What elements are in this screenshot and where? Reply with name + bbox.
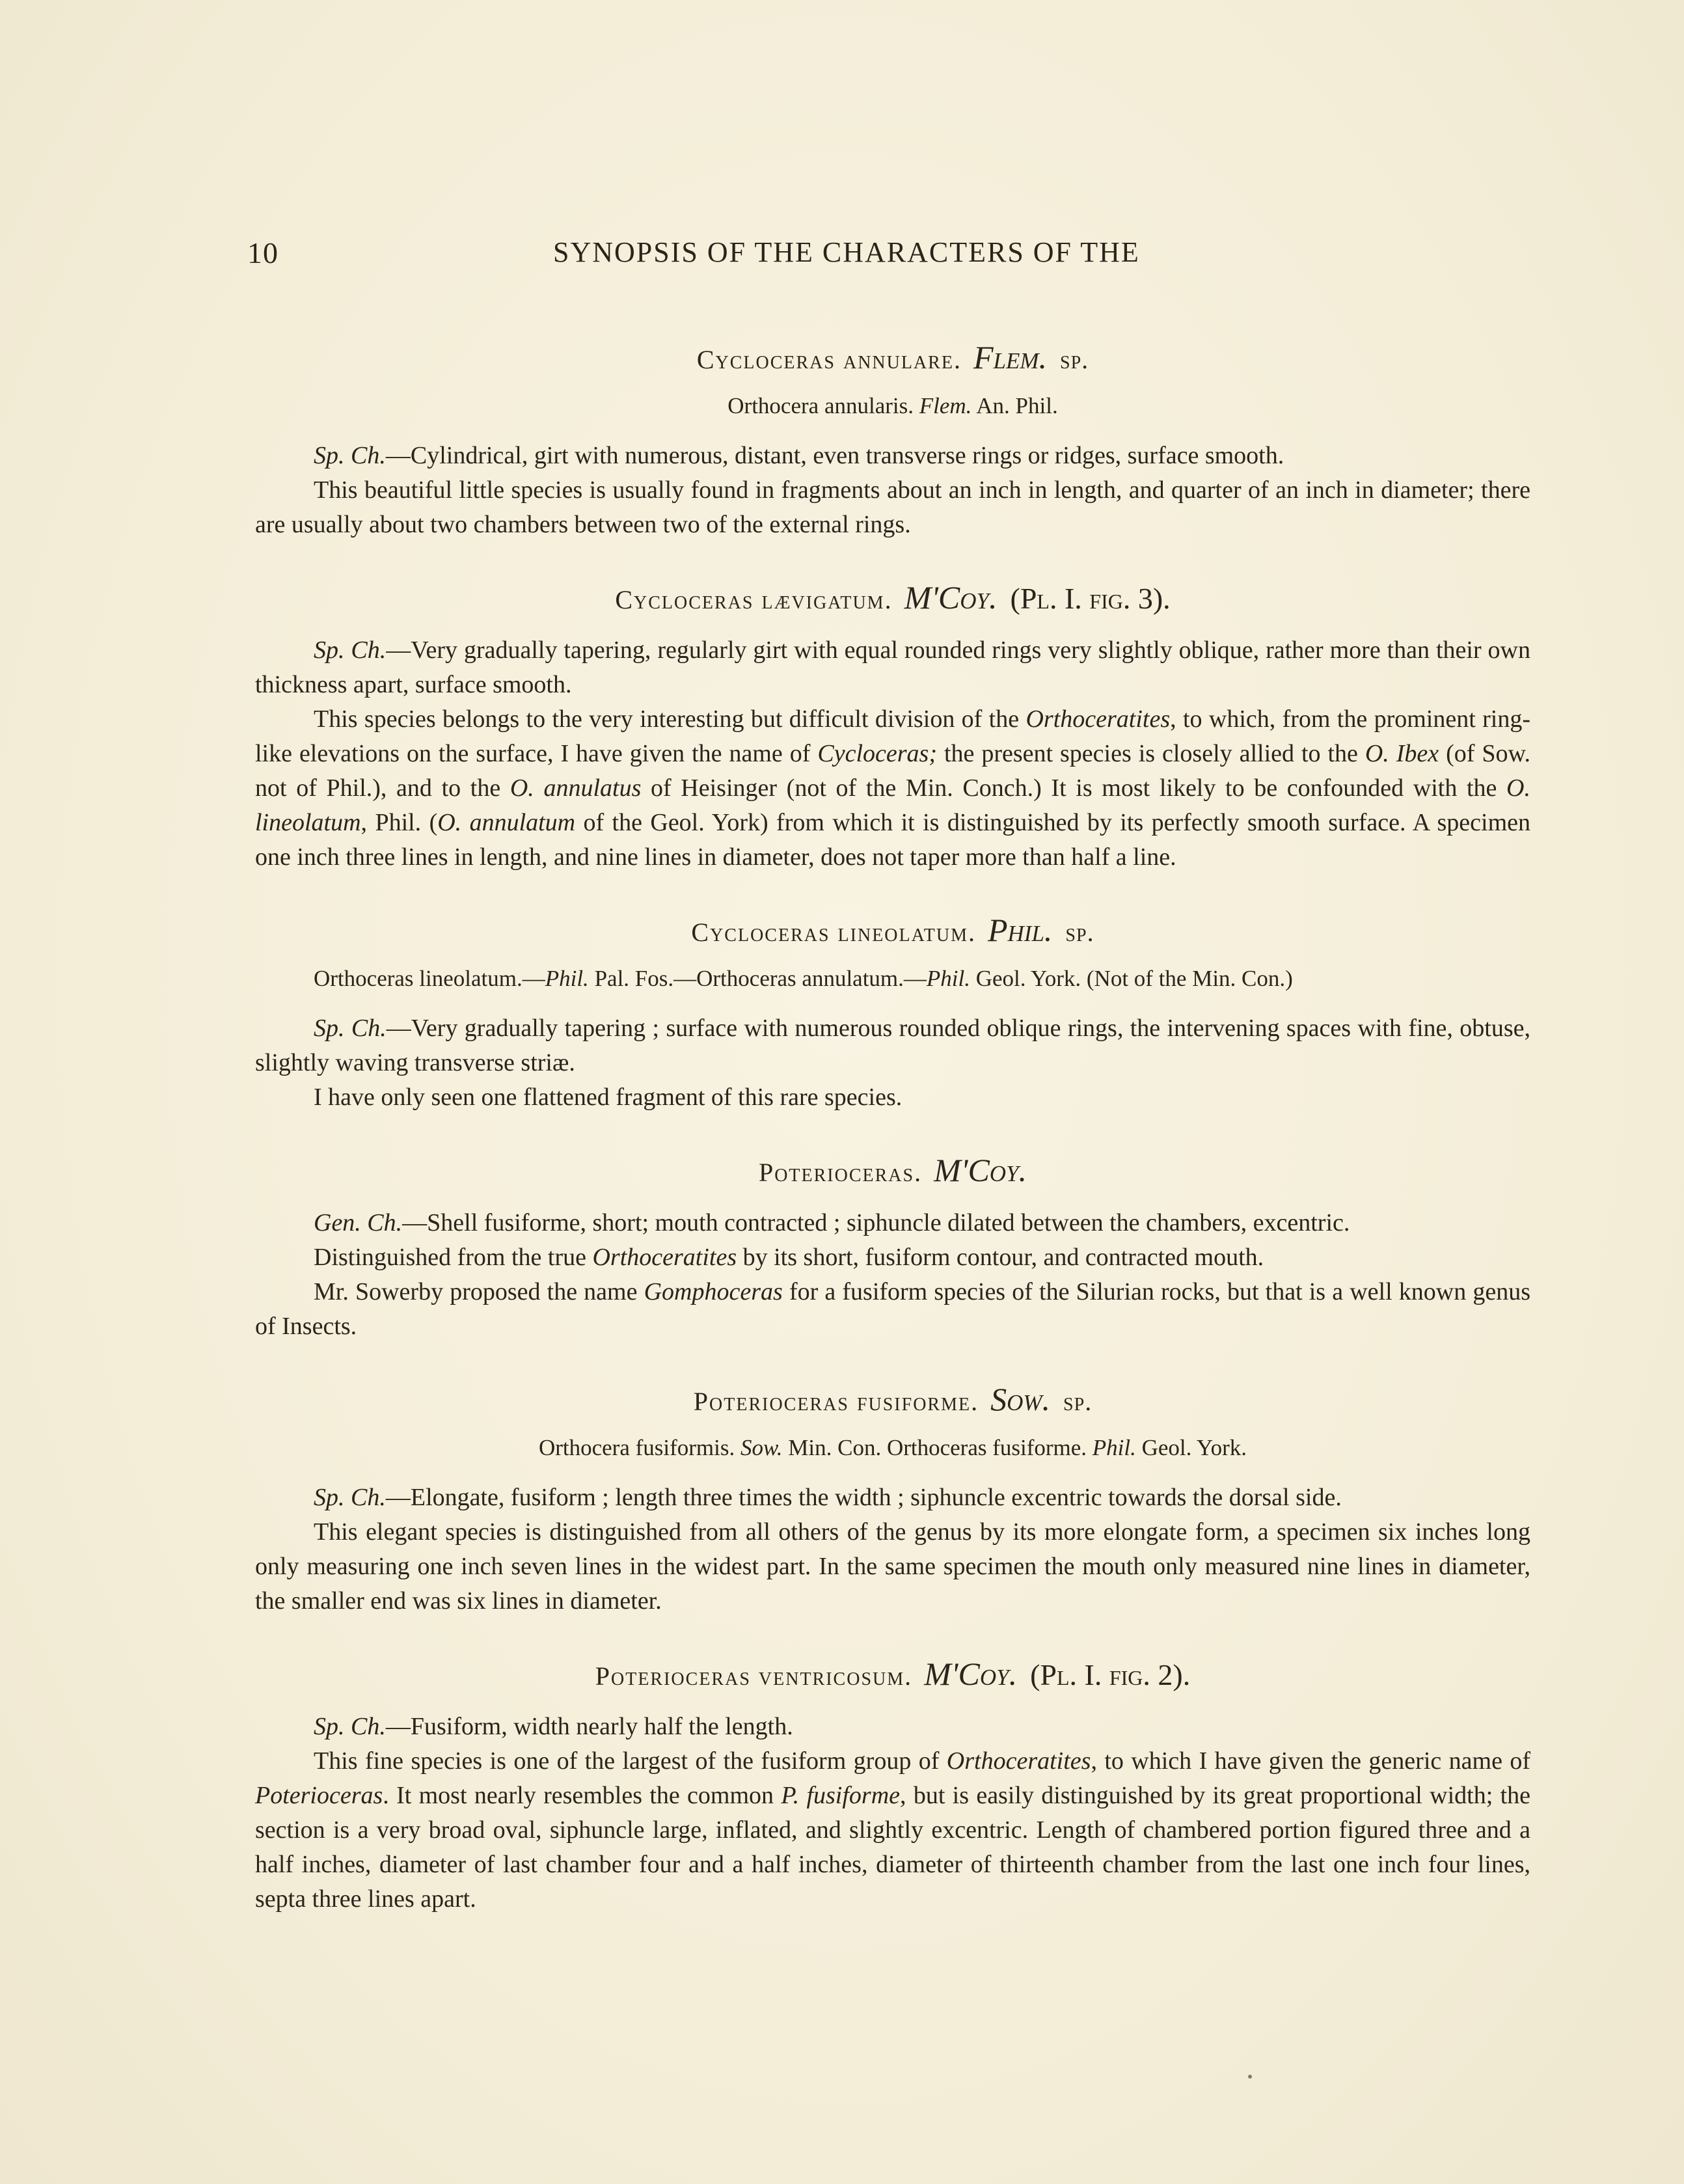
para-text: —Shell fusiforme, short; mouth contracted ; siphuncle dilated between the chambers, excentric. [402, 1209, 1350, 1236]
para-lead: Sp. Ch. [314, 1015, 387, 1042]
para-lead: Sp. Ch. [314, 1484, 386, 1511]
text-run: . It most nearly resembles the common [383, 1782, 781, 1809]
synonym-authority: Phil. [1092, 1435, 1136, 1460]
text-run: of the Geol. York) from which it is distinguished by its perfectly smooth surface. A specimen one inch three lines in length, and nine lines in diameter, does not taper more than half a line. [255, 809, 1530, 871]
synonym-source: An. Phil. [976, 393, 1058, 418]
species-authority: Phil. [987, 912, 1053, 948]
genus-authority: M'Coy. [934, 1152, 1027, 1188]
species-name: Poterioceras ventricosum. [595, 1661, 913, 1691]
species-suffix: sp. [1065, 918, 1094, 947]
species-authority: M'Coy. [924, 1656, 1018, 1692]
text-run-italic: Gomphoceras [644, 1278, 783, 1305]
species-name: Cycloceras annulare. [696, 345, 962, 374]
entry-title [255, 338, 1530, 376]
text-run: , but is easily distinguished by its great proportional width; the section is a very broad oval, siphuncle large, inflated, and slightly excentric. Length of chambered portion figured three and a half inches, diameter of last chamber four and a half inches, diameter of thirteenth chamber from the last one inch four lines, septa three lines apart. [255, 1782, 1530, 1913]
text-run: , to which, from the prominent ring-like elevations on the surface, I have given the name of [255, 705, 1530, 767]
text-run: This fine species is one of the largest of the fusiform group of [314, 1747, 947, 1775]
entry-cycloceras-lineolatum [255, 911, 1530, 1115]
text-run: Mr. Sowerby proposed the name [314, 1278, 644, 1305]
text-run-italic: Cycloceras; [817, 740, 937, 767]
species-authority: Flem. [973, 339, 1048, 375]
synonym-text: Orthoceras lineolatum.— [314, 966, 545, 991]
specific-characters [255, 1481, 1530, 1515]
text-run-italic: Orthoceratites [1025, 705, 1171, 733]
para-lead: Sp. Ch. [314, 636, 387, 664]
synonym-text: Min. Con. Orthoceras fusiforme. [782, 1435, 1087, 1460]
species-suffix: sp. [1060, 345, 1089, 374]
entry-title [255, 1655, 1530, 1693]
entry-poterioceras-fusiforme [255, 1380, 1530, 1618]
para-lead: Gen. Ch. [314, 1209, 403, 1236]
running-head: SYNOPSIS OF THE CHARACTERS OF THE [553, 236, 1140, 268]
species-name: Cycloceras lævigatum. [615, 585, 893, 614]
plate-reference: (Pl. I. fig. 3). [1010, 582, 1171, 615]
para-text: —Very gradually tapering, regularly girt with equal rounded rings very slightly oblique, rather more than their own thickness apart, surface smooth. [255, 636, 1530, 698]
text-run-italic: Poterioceras [255, 1782, 383, 1809]
page-number: 10 [247, 236, 278, 269]
para-text: —Cylindrical, girt with numerous, distant, even transverse rings or ridges, surface smooth. [385, 442, 1284, 469]
synonym-authority: Phil. [926, 966, 970, 991]
para-lead: Sp. Ch. [314, 442, 386, 469]
text-run-italic: O. annulatum [437, 809, 576, 836]
synonym-text: Pal. Fos.—Orthoceras annulatum.— [588, 966, 927, 991]
description [255, 1275, 1530, 1344]
description [255, 1744, 1530, 1917]
text-run-italic: O. annulatus [509, 774, 642, 802]
synonymy [255, 966, 1530, 992]
text-run: by its short, fusiform contour, and contracted mouth. [737, 1244, 1264, 1271]
species-name: Cycloceras lineolatum. [691, 918, 976, 947]
description [255, 702, 1530, 875]
species-name: Poterioceras fusiforme. [693, 1387, 979, 1416]
specific-characters [255, 1710, 1530, 1744]
synonymy [255, 1435, 1530, 1461]
text-run-italic: Orthoceratites [946, 1747, 1091, 1775]
text-run: Distinguished from the true [314, 1244, 593, 1271]
synonym-text: Geol. York. [1135, 1435, 1247, 1460]
plate-reference: (Pl. I. fig. 2). [1030, 1658, 1191, 1691]
specific-characters [255, 633, 1530, 702]
synonym-authority: Flem. [919, 393, 972, 418]
entry-cycloceras-laevigatum [255, 579, 1530, 875]
description [255, 1240, 1530, 1275]
text-run: , to which I have given the generic name of [1091, 1747, 1531, 1775]
text-run: , Phil. ( [360, 809, 438, 836]
specific-characters [255, 439, 1530, 473]
entry-title [255, 1380, 1530, 1418]
entry-title [255, 911, 1530, 949]
description: This elegant species is distinguished from all others of the genus by its more elongate form, a specimen six inches long only measuring one inch seven lines in the widest part. In the same specimen the mouth only measured nine lines in diameter, the smaller end was six lines in diameter. [255, 1518, 1530, 1615]
entry-poterioceras-ventricosum [255, 1655, 1530, 1917]
text-run: This species belongs to the very interesting but difficult division of the [314, 705, 1026, 733]
para-text: —Fusiform, width nearly half the length. [385, 1713, 793, 1740]
text-run: of Heisinger (not of the Min. Conch.) It is most likely to be confounded with the [641, 774, 1507, 802]
synonym-text: Orthocera fusiformis. [538, 1435, 735, 1460]
entry-title [255, 1151, 1530, 1189]
text-run-italic: Orthoceratites [592, 1244, 737, 1271]
text-run-italic: P. fusiforme [781, 1782, 901, 1809]
entry-poterioceras-genus [255, 1151, 1530, 1344]
entry-cycloceras-annulare [255, 338, 1530, 542]
species-authority: M'Coy. [904, 579, 998, 616]
species-authority: Sow. [990, 1381, 1051, 1417]
page-header [247, 236, 1432, 275]
synonym-text: Orthocera annularis. [727, 393, 914, 418]
description: This beautiful little species is usually found in fragments about an inch in length, and quarter of an inch in diameter; there are usually about two chambers between two of the external rings. [255, 476, 1530, 538]
text-run: for a fusiform species of the Silurian rocks, but that is a well known genus of Insects. [255, 1278, 1530, 1340]
synonym-authority: Sow. [740, 1435, 783, 1460]
generic-characters [255, 1206, 1530, 1240]
specific-characters [255, 1011, 1530, 1080]
paper-speck [1248, 2075, 1252, 2079]
species-suffix: sp. [1063, 1387, 1093, 1416]
entry-title [255, 579, 1530, 616]
text-run: the present species is closely allied to the [936, 740, 1365, 767]
synonym-authority: Phil. [545, 966, 589, 991]
text-run-italic: O. Ibex [1365, 740, 1439, 767]
para-text: —Elongate, fusiform ; length three times the width ; siphuncle excentric towards the dorsal side. [385, 1484, 1342, 1511]
para-text: —Very gradually tapering ; surface with numerous rounded oblique rings, the intervening spaces with fine, obtuse, slightly waving transverse striæ. [255, 1015, 1530, 1076]
text-run-italic: O. lineolatum [255, 774, 1530, 836]
page-content [255, 338, 1530, 1917]
synonymy [255, 393, 1530, 419]
para-lead: Sp. Ch. [314, 1713, 386, 1740]
text-run: (of Sow. not of Phil.), and to the [255, 740, 1530, 802]
description: I have only seen one flattened fragment of this rare species. [314, 1084, 903, 1111]
genus-name: Poterioceras. [758, 1158, 923, 1187]
synonym-text: Geol. York. (Not of the Min. Con.) [970, 966, 1293, 991]
